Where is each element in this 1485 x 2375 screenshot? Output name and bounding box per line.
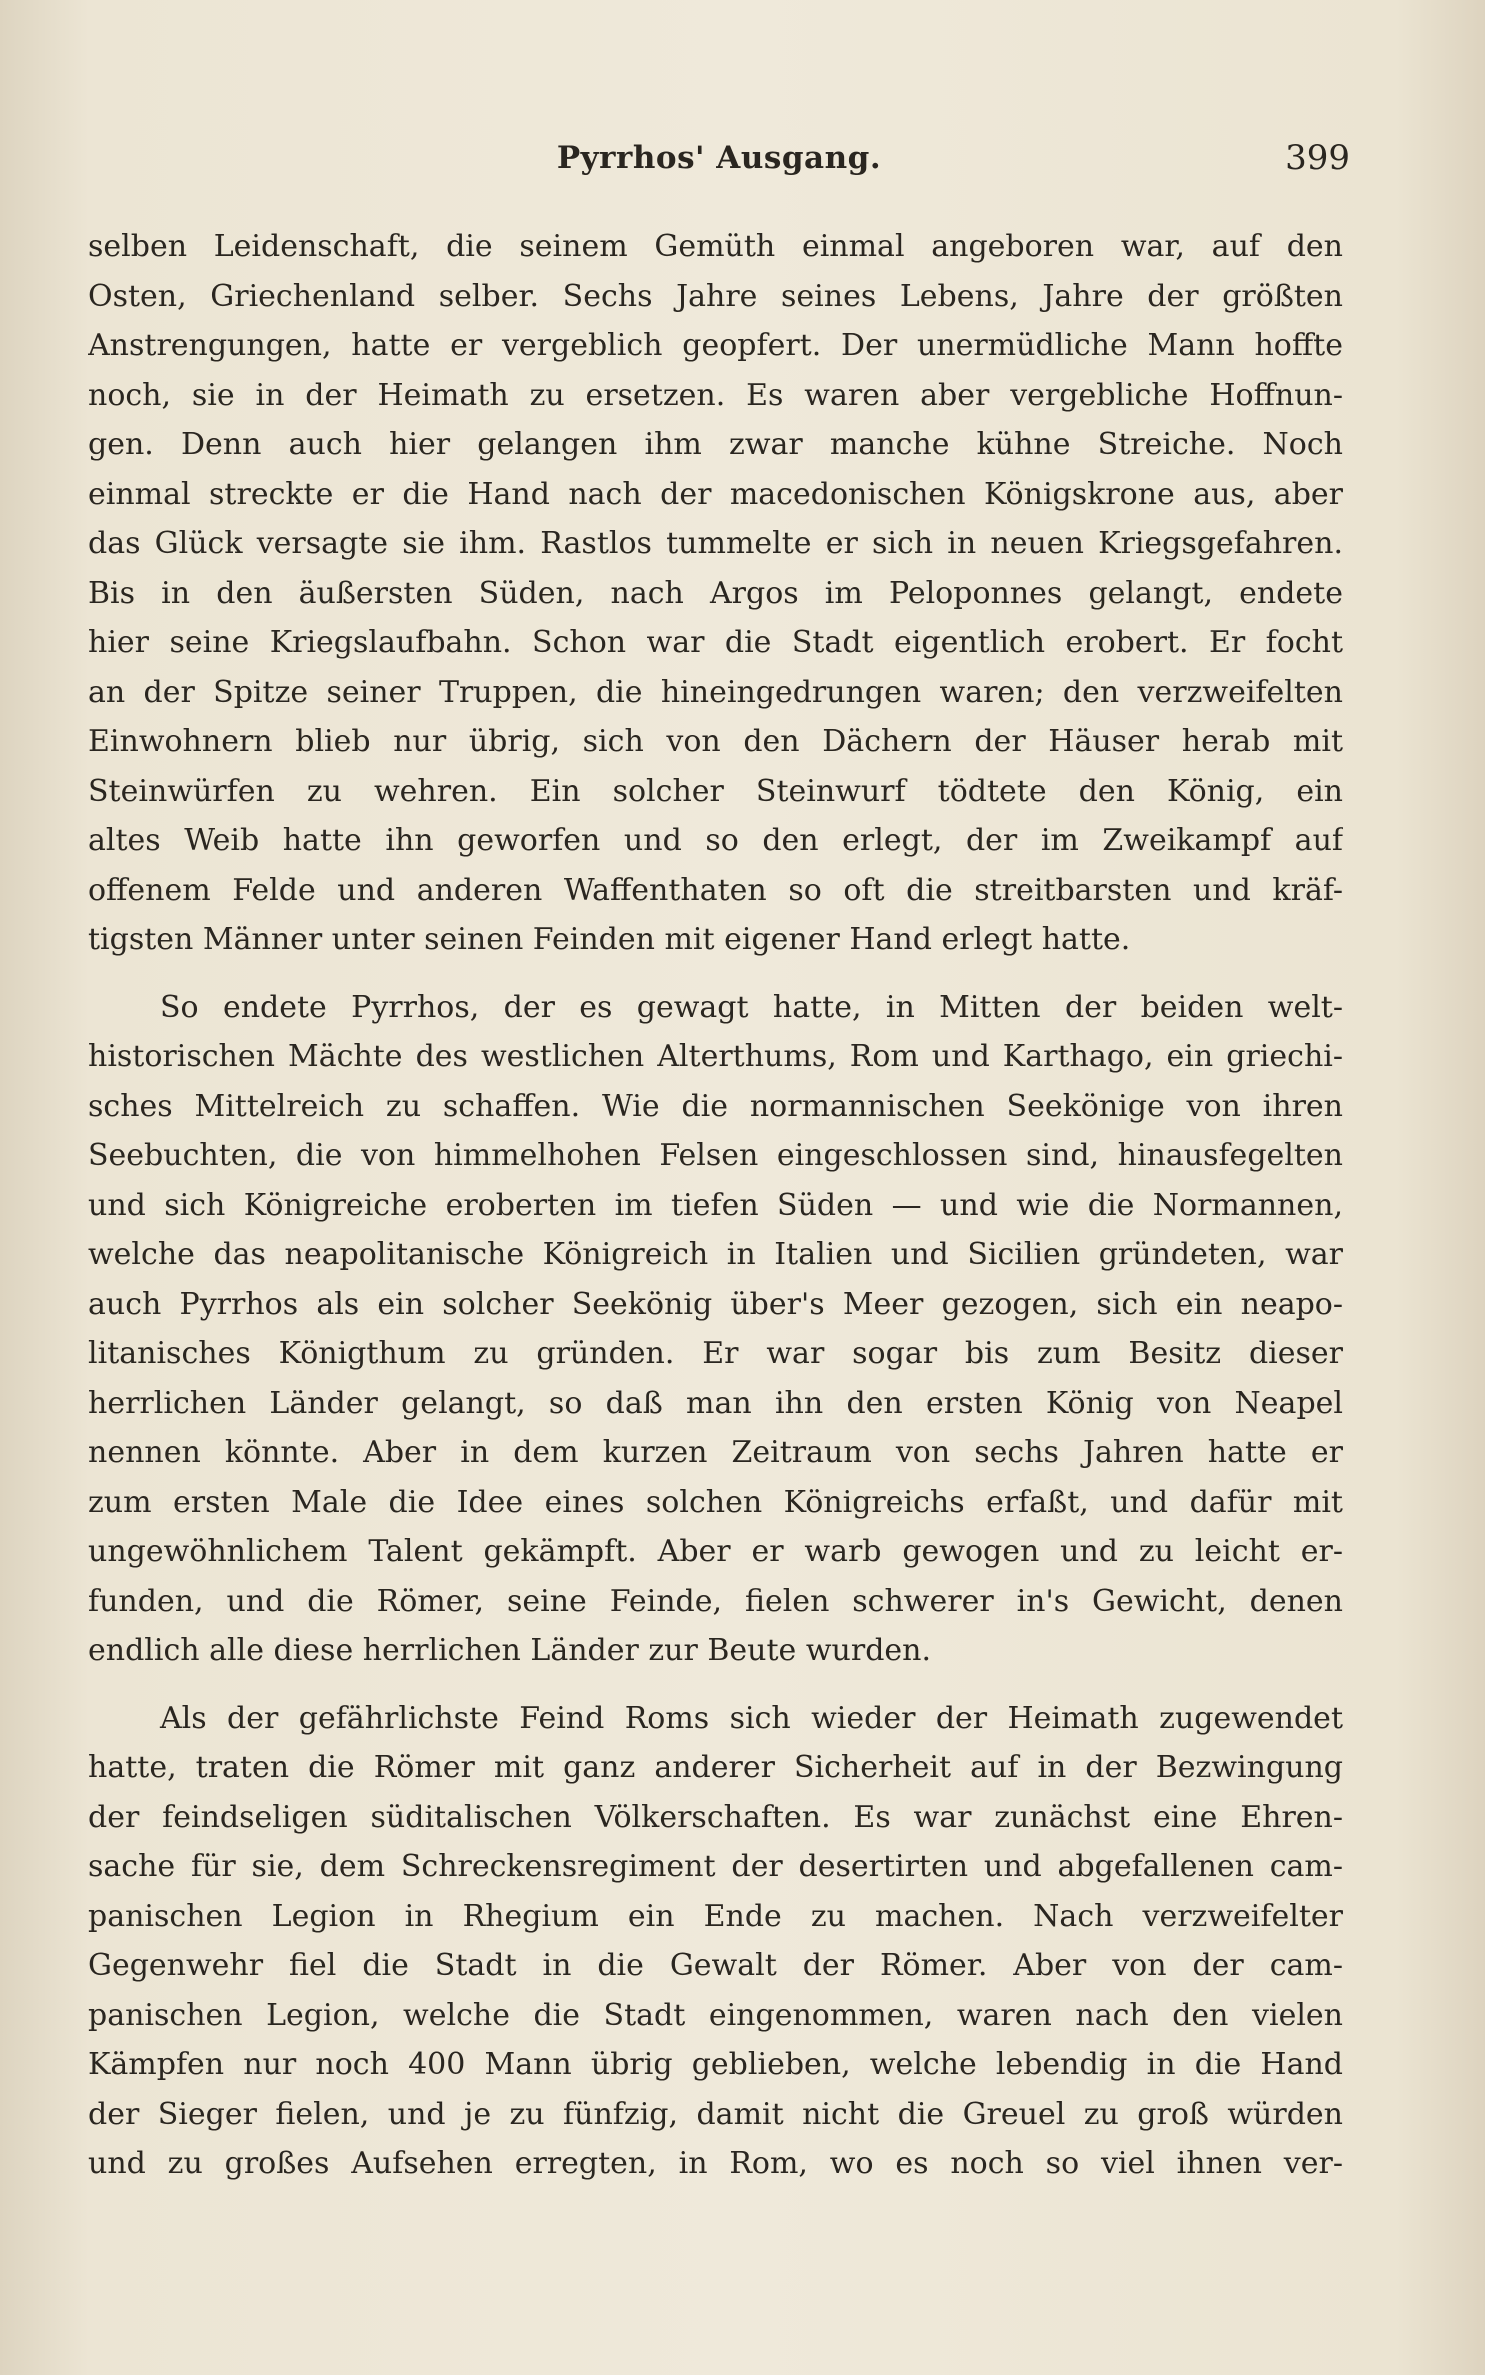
text-line: funden, und die Römer, seine Feinde, fielen schwerer in's Gewicht, denen (88, 1583, 1343, 1619)
text-line: Osten, Griechenland selber. Sechs Jahre seines Lebens, Jahre der größten (88, 278, 1343, 314)
text-line: selben Leidenschaft, die seinem Gemüth einmal angeboren war, auf den (88, 229, 1343, 264)
text-line: das Glück versagte sie ihm. Rastlos tummelte er sich in neuen Kriegsgefahren. (88, 526, 1343, 561)
text-line: welche das neapolitanische Königreich in Italien und Sicilien gründeten, war (88, 1237, 1343, 1272)
text-line: Steinwürfen zu wehren. Ein solcher Steinwurf tödtete den König, ein (88, 773, 1343, 809)
text-line: So endete Pyrrhos, der es gewagt hatte, in Mitten der beiden welt- (160, 989, 1343, 1025)
text-line: Kämpfen nur noch 400 Mann übrig geblieben, welche lebendig in die Hand (88, 2047, 1343, 2082)
text-line: sches Mittelreich zu schaffen. Wie die normannischen Seekönige von ihren (88, 1088, 1343, 1124)
page-header (88, 140, 1350, 190)
paragraph-3 (88, 1694, 1343, 2189)
text-line: altes Weib hatte ihn geworfen und so den erlegt, der im Zweikampf auf (88, 823, 1343, 858)
running-title: Pyrrhos' Ausgang. (556, 140, 882, 176)
text-line: offenem Felde und anderen Waffenthaten so oft die streitbarsten und kräf- (88, 872, 1343, 908)
text-line: tigsten Männer unter seinen Feinden mit eigener Hand erlegt hatte. (88, 922, 1131, 957)
text-line: zum ersten Male die Idee eines solchen Königreichs erfaßt, und dafür mit (88, 1484, 1343, 1520)
text-line: Bis in den äußersten Süden, nach Argos im Peloponnes gelangt, endete (88, 575, 1343, 611)
text-line: hier seine Kriegslaufbahn. Schon war die Stadt eigentlich erobert. Er focht (88, 625, 1343, 660)
text-line: Anstrengungen, hatte er vergeblich geopfert. Der unermüdliche Mann hoffte (88, 328, 1343, 363)
body-text (88, 222, 1343, 2207)
paragraph-1 (88, 222, 1343, 965)
text-line: hatte, traten die Römer mit ganz anderer Sicherheit auf in der Bezwingung (88, 1750, 1343, 1785)
text-line: endlich alle diese herrlichen Länder zur Beute wurden. (88, 1633, 932, 1668)
text-line: historischen Mächte des westlichen Alterthums, Rom und Karthago, ein griechi- (88, 1039, 1343, 1074)
text-line: Einwohnern blieb nur übrig, sich von den Dächern der Häuser herab mit (88, 724, 1343, 759)
text-line: und sich Königreiche eroberten im tiefen Süden — und wie die Normannen, (88, 1187, 1343, 1223)
text-line: Gegenwehr fiel die Stadt in die Gewalt der Römer. Aber von der cam- (88, 1948, 1343, 1983)
text-line: herrlichen Länder gelangt, so daß man ihn den ersten König von Neapel (88, 1385, 1343, 1421)
text-line: sache für sie, dem Schreckensregiment der desertirten und abgefallenen cam- (88, 1849, 1343, 1884)
text-line: einmal streckte er die Hand nach der macedonischen Königskrone aus, aber (88, 476, 1343, 512)
text-line: litanisches Königthum zu gründen. Er war sogar bis zum Besitz dieser (88, 1336, 1343, 1371)
text-line: Seebuchten, die von himmelhohen Felsen eingeschlossen sind, hinausfegelten (88, 1138, 1343, 1173)
text-line: nennen könnte. Aber in dem kurzen Zeitraum von sechs Jahren hatte er (88, 1435, 1343, 1470)
text-line: an der Spitze seiner Truppen, die hineingedrungen waren; den verzweifelten (88, 674, 1343, 710)
text-line: gen. Denn auch hier gelangen ihm zwar manche kühne Streiche. Noch (88, 427, 1343, 462)
text-line: und zu großes Aufsehen erregten, in Rom, wo es noch so viel ihnen ver- (88, 2146, 1343, 2181)
text-line: auch Pyrrhos als ein solcher Seekönig über's Meer gezogen, sich ein neapo- (88, 1286, 1343, 1322)
text-line: der feindseligen süditalischen Völkerschaften. Es war zunächst eine Ehren- (88, 1799, 1343, 1835)
text-line: noch, sie in der Heimath zu ersetzen. Es waren aber vergebliche Hoffnun- (88, 377, 1343, 413)
text-line: Als der gefährlichste Feind Roms sich wieder der Heimath zugewendet (160, 1700, 1343, 1736)
page-number: 399 (1285, 138, 1350, 178)
text-line: ungewöhnlichem Talent gekämpft. Aber er warb gewogen und zu leicht er- (88, 1534, 1343, 1569)
text-line: panischen Legion in Rhegium ein Ende zu machen. Nach verzweifelter (88, 1898, 1343, 1934)
paragraph-2 (88, 983, 1343, 1676)
text-line: der Sieger fielen, und je zu fünfzig, damit nicht die Greuel zu groß würden (88, 2096, 1343, 2132)
text-line: panischen Legion, welche die Stadt eingenommen, waren nach den vielen (88, 1997, 1343, 2033)
